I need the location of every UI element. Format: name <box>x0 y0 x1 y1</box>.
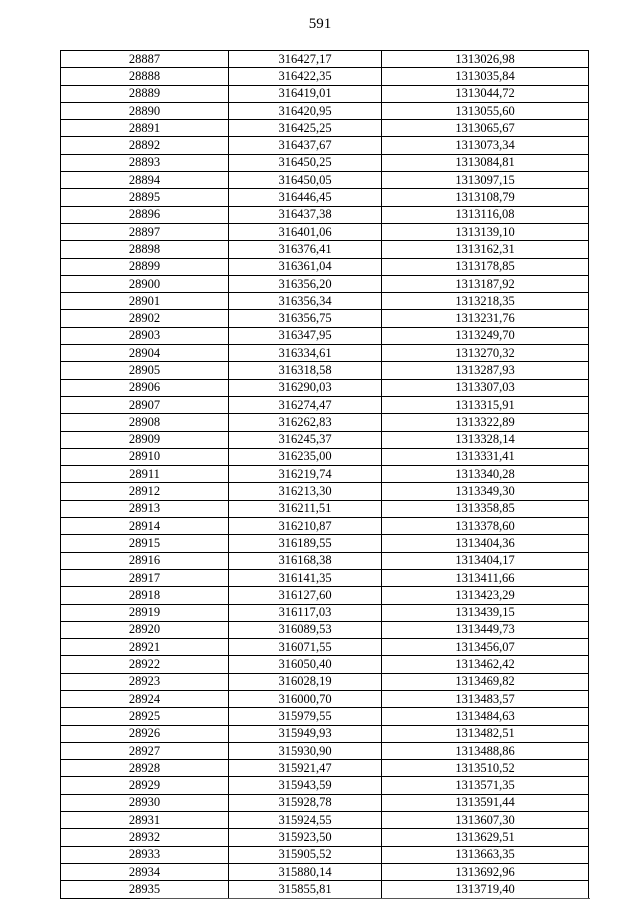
table-row <box>61 137 589 154</box>
x-coordinate-cell: 316274,47 <box>229 396 382 413</box>
x-coordinate-cell: 316419,01 <box>229 85 382 102</box>
point-number-cell: 28897 <box>61 223 229 240</box>
table-row <box>61 604 589 621</box>
x-coordinate-cell: 316210,87 <box>229 518 382 535</box>
x-coordinate-cell: 316213,30 <box>229 483 382 500</box>
y-coordinate-cell: 1313073,34 <box>382 137 589 154</box>
point-number-cell: 28933 <box>61 846 229 863</box>
table-row <box>61 708 589 725</box>
y-coordinate-cell: 1313571,35 <box>382 777 589 794</box>
table-row <box>61 310 589 327</box>
x-coordinate-cell: 316361,04 <box>229 258 382 275</box>
point-number-cell: 28914 <box>61 518 229 535</box>
x-coordinate-cell: 315921,47 <box>229 760 382 777</box>
y-coordinate-cell: 1313482,51 <box>382 725 589 742</box>
y-coordinate-cell: 1313315,91 <box>382 396 589 413</box>
table-body <box>61 51 589 899</box>
y-coordinate-cell: 1313462,42 <box>382 656 589 673</box>
point-number-cell: 28932 <box>61 829 229 846</box>
point-number-cell: 28917 <box>61 569 229 586</box>
table-row <box>61 189 589 206</box>
x-coordinate-cell: 316262,83 <box>229 414 382 431</box>
point-number-cell: 28935 <box>61 881 229 898</box>
x-coordinate-cell: 315930,90 <box>229 742 382 759</box>
x-coordinate-cell: 316290,03 <box>229 379 382 396</box>
x-coordinate-cell: 316219,74 <box>229 466 382 483</box>
table-row <box>61 794 589 811</box>
point-number-cell: 28920 <box>61 621 229 638</box>
table-row <box>61 414 589 431</box>
point-number-cell: 28894 <box>61 172 229 189</box>
y-coordinate-cell: 1313287,93 <box>382 362 589 379</box>
x-coordinate-cell: 316318,58 <box>229 362 382 379</box>
y-coordinate-cell: 1313044,72 <box>382 85 589 102</box>
x-coordinate-cell: 315924,55 <box>229 812 382 829</box>
y-coordinate-cell: 1313340,28 <box>382 466 589 483</box>
table-row <box>61 379 589 396</box>
table-row <box>61 742 589 759</box>
point-number-cell: 28908 <box>61 414 229 431</box>
y-coordinate-cell: 1313510,52 <box>382 760 589 777</box>
y-coordinate-cell: 1313270,32 <box>382 345 589 362</box>
point-number-cell: 28907 <box>61 396 229 413</box>
point-number-cell: 28893 <box>61 154 229 171</box>
x-coordinate-cell: 316376,41 <box>229 241 382 258</box>
y-coordinate-cell: 1313084,81 <box>382 154 589 171</box>
table-row <box>61 483 589 500</box>
x-coordinate-cell: 316401,06 <box>229 223 382 240</box>
coordinates-table <box>60 50 589 899</box>
table-row <box>61 258 589 275</box>
x-coordinate-cell: 316245,37 <box>229 431 382 448</box>
y-coordinate-cell: 1313449,73 <box>382 621 589 638</box>
y-coordinate-cell: 1313139,10 <box>382 223 589 240</box>
y-coordinate-cell: 1313231,76 <box>382 310 589 327</box>
table-row <box>61 518 589 535</box>
point-number-cell: 28911 <box>61 466 229 483</box>
x-coordinate-cell: 315905,52 <box>229 846 382 863</box>
table-row <box>61 760 589 777</box>
point-number-cell: 28889 <box>61 85 229 102</box>
point-number-cell: 28925 <box>61 708 229 725</box>
x-coordinate-cell: 316437,67 <box>229 137 382 154</box>
x-coordinate-cell: 316000,70 <box>229 690 382 707</box>
y-coordinate-cell: 1313307,03 <box>382 379 589 396</box>
point-number-cell: 28892 <box>61 137 229 154</box>
y-coordinate-cell: 1313439,15 <box>382 604 589 621</box>
table-row <box>61 275 589 292</box>
y-coordinate-cell: 1313035,84 <box>382 68 589 85</box>
y-coordinate-cell: 1313663,35 <box>382 846 589 863</box>
table-row <box>61 569 589 586</box>
table-row <box>61 673 589 690</box>
point-number-cell: 28903 <box>61 327 229 344</box>
x-coordinate-cell: 316141,35 <box>229 569 382 586</box>
table-row <box>61 587 589 604</box>
table-row <box>61 829 589 846</box>
y-coordinate-cell: 1313404,17 <box>382 552 589 569</box>
point-number-cell: 28910 <box>61 448 229 465</box>
x-coordinate-cell: 315943,59 <box>229 777 382 794</box>
x-coordinate-cell: 316446,45 <box>229 189 382 206</box>
point-number-cell: 28934 <box>61 863 229 880</box>
y-coordinate-cell: 1313162,31 <box>382 241 589 258</box>
x-coordinate-cell: 315855,81 <box>229 881 382 898</box>
point-number-cell: 28905 <box>61 362 229 379</box>
y-coordinate-cell: 1313055,60 <box>382 102 589 119</box>
table-row <box>61 535 589 552</box>
table-row <box>61 396 589 413</box>
y-coordinate-cell: 1313423,29 <box>382 587 589 604</box>
y-coordinate-cell: 1313607,30 <box>382 812 589 829</box>
y-coordinate-cell: 1313108,79 <box>382 189 589 206</box>
table-row <box>61 223 589 240</box>
x-coordinate-cell: 315923,50 <box>229 829 382 846</box>
point-number-cell: 28916 <box>61 552 229 569</box>
point-number-cell: 28895 <box>61 189 229 206</box>
y-coordinate-cell: 1313358,85 <box>382 500 589 517</box>
point-number-cell: 28931 <box>61 812 229 829</box>
x-coordinate-cell: 316427,17 <box>229 51 382 68</box>
point-number-cell: 28928 <box>61 760 229 777</box>
y-coordinate-cell: 1313469,82 <box>382 673 589 690</box>
table-row <box>61 102 589 119</box>
point-number-cell: 28902 <box>61 310 229 327</box>
y-coordinate-cell: 1313097,15 <box>382 172 589 189</box>
x-coordinate-cell: 316437,38 <box>229 206 382 223</box>
x-coordinate-cell: 316347,95 <box>229 327 382 344</box>
y-coordinate-cell: 1313456,07 <box>382 639 589 656</box>
point-number-cell: 28901 <box>61 293 229 310</box>
point-number-cell: 28915 <box>61 535 229 552</box>
table-row <box>61 68 589 85</box>
y-coordinate-cell: 1313331,41 <box>382 448 589 465</box>
x-coordinate-cell: 316211,51 <box>229 500 382 517</box>
table-row <box>61 812 589 829</box>
point-number-cell: 28898 <box>61 241 229 258</box>
point-number-cell: 28912 <box>61 483 229 500</box>
table-row <box>61 466 589 483</box>
point-number-cell: 28930 <box>61 794 229 811</box>
point-number-cell: 28890 <box>61 102 229 119</box>
point-number-cell: 28909 <box>61 431 229 448</box>
y-coordinate-cell: 1313378,60 <box>382 518 589 535</box>
table-row <box>61 500 589 517</box>
point-number-cell: 28929 <box>61 777 229 794</box>
y-coordinate-cell: 1313591,44 <box>382 794 589 811</box>
point-number-cell: 28922 <box>61 656 229 673</box>
point-number-cell: 28918 <box>61 587 229 604</box>
y-coordinate-cell: 1313484,63 <box>382 708 589 725</box>
table-row <box>61 621 589 638</box>
point-number-cell: 28921 <box>61 639 229 656</box>
y-coordinate-cell: 1313349,30 <box>382 483 589 500</box>
table-row <box>61 362 589 379</box>
table-row <box>61 85 589 102</box>
y-coordinate-cell: 1313187,92 <box>382 275 589 292</box>
y-coordinate-cell: 1313488,86 <box>382 742 589 759</box>
point-number-cell: 28923 <box>61 673 229 690</box>
table-row <box>61 690 589 707</box>
page-number: 591 <box>308 16 332 32</box>
x-coordinate-cell: 316189,55 <box>229 535 382 552</box>
table-row <box>61 846 589 863</box>
x-coordinate-cell: 316356,75 <box>229 310 382 327</box>
x-coordinate-cell: 316089,53 <box>229 621 382 638</box>
x-coordinate-cell: 316420,95 <box>229 102 382 119</box>
x-coordinate-cell: 316450,05 <box>229 172 382 189</box>
point-number-cell: 28926 <box>61 725 229 742</box>
point-number-cell: 28899 <box>61 258 229 275</box>
y-coordinate-cell: 1313065,67 <box>382 120 589 137</box>
table-row <box>61 293 589 310</box>
table-row <box>61 639 589 656</box>
table-row <box>61 777 589 794</box>
point-number-cell: 28896 <box>61 206 229 223</box>
y-coordinate-cell: 1313116,08 <box>382 206 589 223</box>
x-coordinate-cell: 316071,55 <box>229 639 382 656</box>
point-number-cell: 28887 <box>61 51 229 68</box>
y-coordinate-cell: 1313719,40 <box>382 881 589 898</box>
point-number-cell: 28888 <box>61 68 229 85</box>
y-coordinate-cell: 1313483,57 <box>382 690 589 707</box>
x-coordinate-cell: 316235,00 <box>229 448 382 465</box>
table-row <box>61 206 589 223</box>
x-coordinate-cell: 316117,03 <box>229 604 382 621</box>
x-coordinate-cell: 316356,34 <box>229 293 382 310</box>
table-row <box>61 154 589 171</box>
table-row <box>61 120 589 137</box>
point-number-cell: 28904 <box>61 345 229 362</box>
x-coordinate-cell: 316168,38 <box>229 552 382 569</box>
x-coordinate-cell: 315880,14 <box>229 863 382 880</box>
table-row <box>61 431 589 448</box>
y-coordinate-cell: 1313026,98 <box>382 51 589 68</box>
x-coordinate-cell: 316127,60 <box>229 587 382 604</box>
x-coordinate-cell: 316028,19 <box>229 673 382 690</box>
y-coordinate-cell: 1313692,96 <box>382 863 589 880</box>
y-coordinate-cell: 1313404,36 <box>382 535 589 552</box>
point-number-cell: 28913 <box>61 500 229 517</box>
point-number-cell: 28906 <box>61 379 229 396</box>
point-number-cell: 28891 <box>61 120 229 137</box>
table-row <box>61 863 589 880</box>
x-coordinate-cell: 315949,93 <box>229 725 382 742</box>
x-coordinate-cell: 316356,20 <box>229 275 382 292</box>
x-coordinate-cell: 316334,61 <box>229 345 382 362</box>
table-row <box>61 448 589 465</box>
x-coordinate-cell: 316050,40 <box>229 656 382 673</box>
table-row <box>61 656 589 673</box>
x-coordinate-cell: 316425,25 <box>229 120 382 137</box>
x-coordinate-cell: 315979,55 <box>229 708 382 725</box>
table-row <box>61 552 589 569</box>
table-row <box>61 241 589 258</box>
table-row <box>61 881 589 898</box>
point-number-cell: 28919 <box>61 604 229 621</box>
table-row <box>61 172 589 189</box>
y-coordinate-cell: 1313218,35 <box>382 293 589 310</box>
y-coordinate-cell: 1313249,70 <box>382 327 589 344</box>
y-coordinate-cell: 1313322,89 <box>382 414 589 431</box>
table-row <box>61 345 589 362</box>
point-number-cell: 28924 <box>61 690 229 707</box>
y-coordinate-cell: 1313411,66 <box>382 569 589 586</box>
x-coordinate-cell: 315928,78 <box>229 794 382 811</box>
table-row <box>61 51 589 68</box>
point-number-cell: 28927 <box>61 742 229 759</box>
table-row <box>61 327 589 344</box>
y-coordinate-cell: 1313178,85 <box>382 258 589 275</box>
y-coordinate-cell: 1313328,14 <box>382 431 589 448</box>
page-bottom-line <box>150 898 590 899</box>
point-number-cell: 28900 <box>61 275 229 292</box>
x-coordinate-cell: 316422,35 <box>229 68 382 85</box>
x-coordinate-cell: 316450,25 <box>229 154 382 171</box>
y-coordinate-cell: 1313629,51 <box>382 829 589 846</box>
table-row <box>61 725 589 742</box>
